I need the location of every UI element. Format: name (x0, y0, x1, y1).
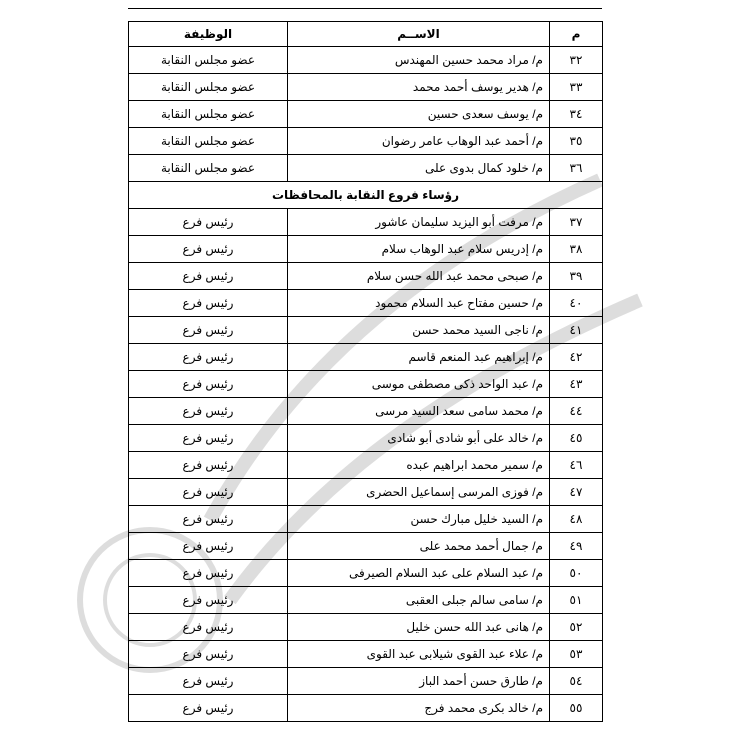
table-row (129, 371, 603, 398)
member-role: رئيس فرع (129, 209, 288, 236)
table-row (129, 101, 603, 128)
table-row (129, 236, 603, 263)
member-name: م/ محمد سامى سعد السيد مرسى (288, 398, 550, 425)
member-role: عضو مجلس النقابة (129, 47, 288, 74)
member-name: م/ عبد السلام على عبد السلام الصيرفى (288, 560, 550, 587)
table-row (129, 209, 603, 236)
member-role: رئيس فرع (129, 479, 288, 506)
member-role: رئيس فرع (129, 236, 288, 263)
member-name: م/ طارق حسن أحمد الباز (288, 668, 550, 695)
member-role: رئيس فرع (129, 317, 288, 344)
member-role: رئيس فرع (129, 641, 288, 668)
member-role: رئيس فرع (129, 371, 288, 398)
top-rule (128, 8, 602, 9)
member-name: م/ جمال أحمد محمد على (288, 533, 550, 560)
table-row (129, 398, 603, 425)
header-num: م (550, 22, 603, 47)
row-number: ٣٦ (550, 155, 603, 182)
row-number: ٤٠ (550, 290, 603, 317)
member-role: رئيس فرع (129, 560, 288, 587)
row-number: ٥٠ (550, 560, 603, 587)
row-number: ٤٧ (550, 479, 603, 506)
member-role: عضو مجلس النقابة (129, 101, 288, 128)
table-row (129, 479, 603, 506)
member-name: م/ خلود كمال بدوى على (288, 155, 550, 182)
member-role: رئيس فرع (129, 506, 288, 533)
member-name: م/ خالد على أبو شادى أبو شادى (288, 425, 550, 452)
row-number: ٣٤ (550, 101, 603, 128)
members-table (128, 21, 603, 722)
table-row (129, 344, 603, 371)
table-row (129, 587, 603, 614)
member-name: م/ سامى سالم جبلى العقبى (288, 587, 550, 614)
row-number: ٣٢ (550, 47, 603, 74)
member-name: م/ هانى عبد الله حسن خليل (288, 614, 550, 641)
row-number: ٤٣ (550, 371, 603, 398)
table-row (129, 506, 603, 533)
member-role: عضو مجلس النقابة (129, 74, 288, 101)
member-role: رئيس فرع (129, 398, 288, 425)
member-name: م/ فوزى المرسى إسماعيل الحضرى (288, 479, 550, 506)
header-row (129, 22, 603, 47)
header-name: الاســم (288, 22, 550, 47)
member-name: م/ إبراهيم عبد المنعم قاسم (288, 344, 550, 371)
member-name: م/ سمير محمد ابراهيم عبده (288, 452, 550, 479)
table-row (129, 263, 603, 290)
table-row (129, 47, 603, 74)
table-row (129, 317, 603, 344)
table-row (129, 425, 603, 452)
member-role: رئيس فرع (129, 452, 288, 479)
member-name: م/ خالد بكرى محمد فرج (288, 695, 550, 722)
section-row (129, 182, 603, 209)
row-number: ٤٦ (550, 452, 603, 479)
member-role: رئيس فرع (129, 344, 288, 371)
table-row (129, 155, 603, 182)
member-role: عضو مجلس النقابة (129, 155, 288, 182)
member-name: م/ حسين مفتاح عبد السلام محمود (288, 290, 550, 317)
row-number: ٣٣ (550, 74, 603, 101)
row-number: ٥١ (550, 587, 603, 614)
row-number: ٥٥ (550, 695, 603, 722)
table-row (129, 641, 603, 668)
member-name: م/ مراد محمد حسين المهندس (288, 47, 550, 74)
row-number: ٤٨ (550, 506, 603, 533)
member-name: م/ هدير يوسف أحمد محمد (288, 74, 550, 101)
section-title: رؤساء فروع النقابة بالمحافظات (129, 182, 603, 209)
row-number: ٤١ (550, 317, 603, 344)
row-number: ٣٩ (550, 263, 603, 290)
table-row (129, 668, 603, 695)
table-row (129, 74, 603, 101)
member-name: م/ علاء عبد القوى شيلابى عبد القوى (288, 641, 550, 668)
table-row (129, 695, 603, 722)
table-row (129, 614, 603, 641)
row-number: ٣٥ (550, 128, 603, 155)
row-number: ٤٩ (550, 533, 603, 560)
member-name: م/ السيد خليل مبارك حسن (288, 506, 550, 533)
member-name: م/ إدريس سلام عبد الوهاب سلام (288, 236, 550, 263)
row-number: ٥٤ (550, 668, 603, 695)
member-role: رئيس فرع (129, 290, 288, 317)
member-role: رئيس فرع (129, 695, 288, 722)
table-row (129, 452, 603, 479)
member-role: رئيس فرع (129, 263, 288, 290)
member-name: م/ ناجى السيد محمد حسن (288, 317, 550, 344)
member-role: رئيس فرع (129, 425, 288, 452)
row-number: ٤٥ (550, 425, 603, 452)
row-number: ٤٤ (550, 398, 603, 425)
member-name: م/ أحمد عبد الوهاب عامر رضوان (288, 128, 550, 155)
table-row (129, 533, 603, 560)
row-number: ٥٣ (550, 641, 603, 668)
table-row (129, 128, 603, 155)
row-number: ٣٧ (550, 209, 603, 236)
row-number: ٥٢ (550, 614, 603, 641)
table-row (129, 290, 603, 317)
member-role: رئيس فرع (129, 668, 288, 695)
member-name: م/ عبد الواحد ذكى مصطفى موسى (288, 371, 550, 398)
member-role: عضو مجلس النقابة (129, 128, 288, 155)
member-role: رئيس فرع (129, 587, 288, 614)
member-name: م/ مرفت أبو اليزيد سليمان عاشور (288, 209, 550, 236)
member-role: رئيس فرع (129, 614, 288, 641)
table-row (129, 560, 603, 587)
member-name: م/ يوسف سعدى حسين (288, 101, 550, 128)
row-number: ٤٢ (550, 344, 603, 371)
member-role: رئيس فرع (129, 533, 288, 560)
row-number: ٣٨ (550, 236, 603, 263)
member-name: م/ صبحى محمد عبد الله حسن سلام (288, 263, 550, 290)
header-role: الوظيفة (129, 22, 288, 47)
